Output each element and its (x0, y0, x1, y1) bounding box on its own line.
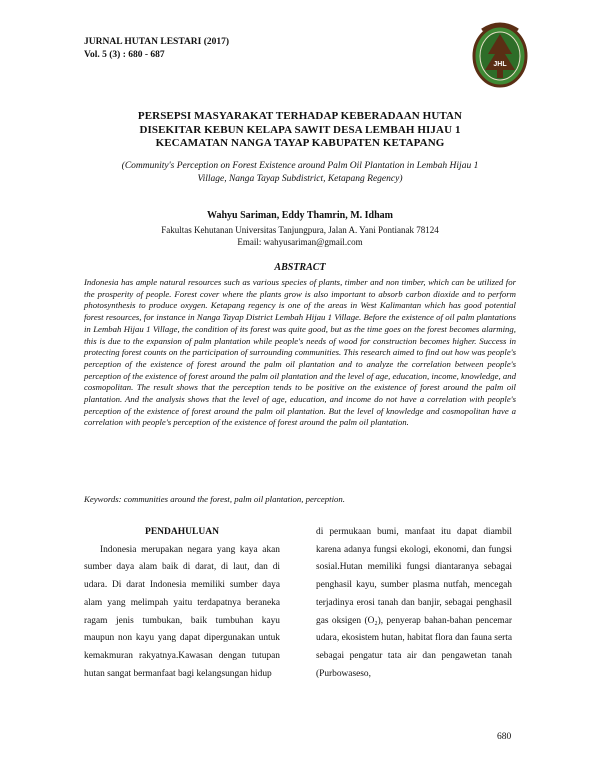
page-number: 680 (497, 732, 512, 742)
affiliation-line: Fakultas Kehutanan Universitas Tanjungpura, Jalan A. Yani Pontianak 78124 (161, 225, 439, 235)
english-title (84, 160, 516, 186)
abstract-text: Indonesia has ample natural resources such as various species of plants, timber and non timber, which can be utilized for the prosperity of people. Forest cover where the plants grow is also important to absorb carbon dioxide and to perform photosynthesis to produce oxygen. Ketapang regency is one of the areas in West Kalimantan which has good potential forest resources, for instance in Nanga Tayap District Lembah Hijau 1 Village. Before the existence of oil palm plantations in Lembah Hijau 1 Village, the condition of its forest was quite good, but as the time goes on the forest becomes alarming, this is due to the expansion of palm plantation while people's needs of wood for construction becomes higher. Success in protecting forest counts on the participation of surrounding communities. This research aimed to find out how was people's perception of the existence of forest around the palm oil plantation and to analyze the correlation between people's perception of the existence of forest around the palm oil plantation and the level of age, education, income, knowledge, and cosmopolitan. The result shows that the perception tends to be positive on the existence of forest around the palm oil plantation. And the analysis shows that the level of age, education, and income do not have a correlation with people's perception of the existence of forest around the palm oil plantation. But the level of knowledge and cosmopolitan have a correlation with people's perception of the existence of forest around the palm oil plantation. (84, 277, 516, 428)
english-title-line-2: Village, Nanga Tayap Subdistrict, Ketapang Regency) (197, 174, 403, 184)
body-column-left (84, 524, 280, 683)
paper-title (84, 110, 516, 151)
title-line-1: PERSEPSI MASYARAKAT TERHADAP KEBERADAAN HUTAN (137, 110, 463, 122)
keywords: Keywords: communities around the forest, palm oil plantation, perception. (84, 494, 345, 504)
body-column-right (316, 524, 512, 683)
body-paragraph-right: di permukaan bumi, manfaat itu dapat diambil karena adanya fungsi ekologi, ekonomi, dan fungsi sosial.Hutan memiliki fungsi diantaranya sebagai penghasil kayu, sumber plasma nutfah, mencegah terjadinya erosi tanah dan banjir, sebagai penghasil gas oksigen (O₂), penyerap bahan-bahan pencemar udara, ekosistem hutan, habitat flora dan fauna serta sebagai pengatur tata air dan pengawetan tanah (Purbowaseso, (316, 527, 512, 679)
abstract-heading: ABSTRACT (274, 262, 326, 273)
author-affiliation (84, 224, 516, 248)
journal-name: JURNAL HUTAN LESTARI (2017) (84, 37, 230, 47)
journal-seal-icon (472, 20, 528, 90)
journal-header (84, 36, 229, 62)
section-heading: PENDAHULUAN (145, 527, 219, 537)
journal-volume: Vol. 5 (3) : 680 - 687 (84, 50, 165, 60)
english-title-line-1: (Community's Perception on Forest Existence around Palm Oil Plantation in Lembah Hijau 1 (121, 161, 479, 171)
author-names: Wahyu Sariman, Eddy Thamrin, M. Idham (207, 210, 393, 221)
title-line-2: DISEKITAR KEBUN KELAPA SAWIT DESA LEMBAH HIJAU 1 (139, 123, 461, 136)
seal-text: JHL (493, 61, 507, 68)
body-paragraph-left: Indonesia merupakan negara yang kaya akan sumber daya alam baik di darat, di laut, dan di udara. Di darat Indonesia memiliki sumber daya alam yang melimpah yaitu terdapatnya beraneka ragam jenis tumbukan, baik tumbuhan kayu maupun non kayu yang dapat dipergunakan untuk kemakmuran rakyatnya.Kawasan dengan tutupan hutan sangat bermanfaat bagi kelangsungan hidup (84, 544, 280, 679)
title-line-3: KECAMATAN NANGA TAYAP KABUPATEN KETAPANG (155, 137, 445, 149)
email-line: Email: wahyusariman@gmail.com (237, 237, 363, 247)
